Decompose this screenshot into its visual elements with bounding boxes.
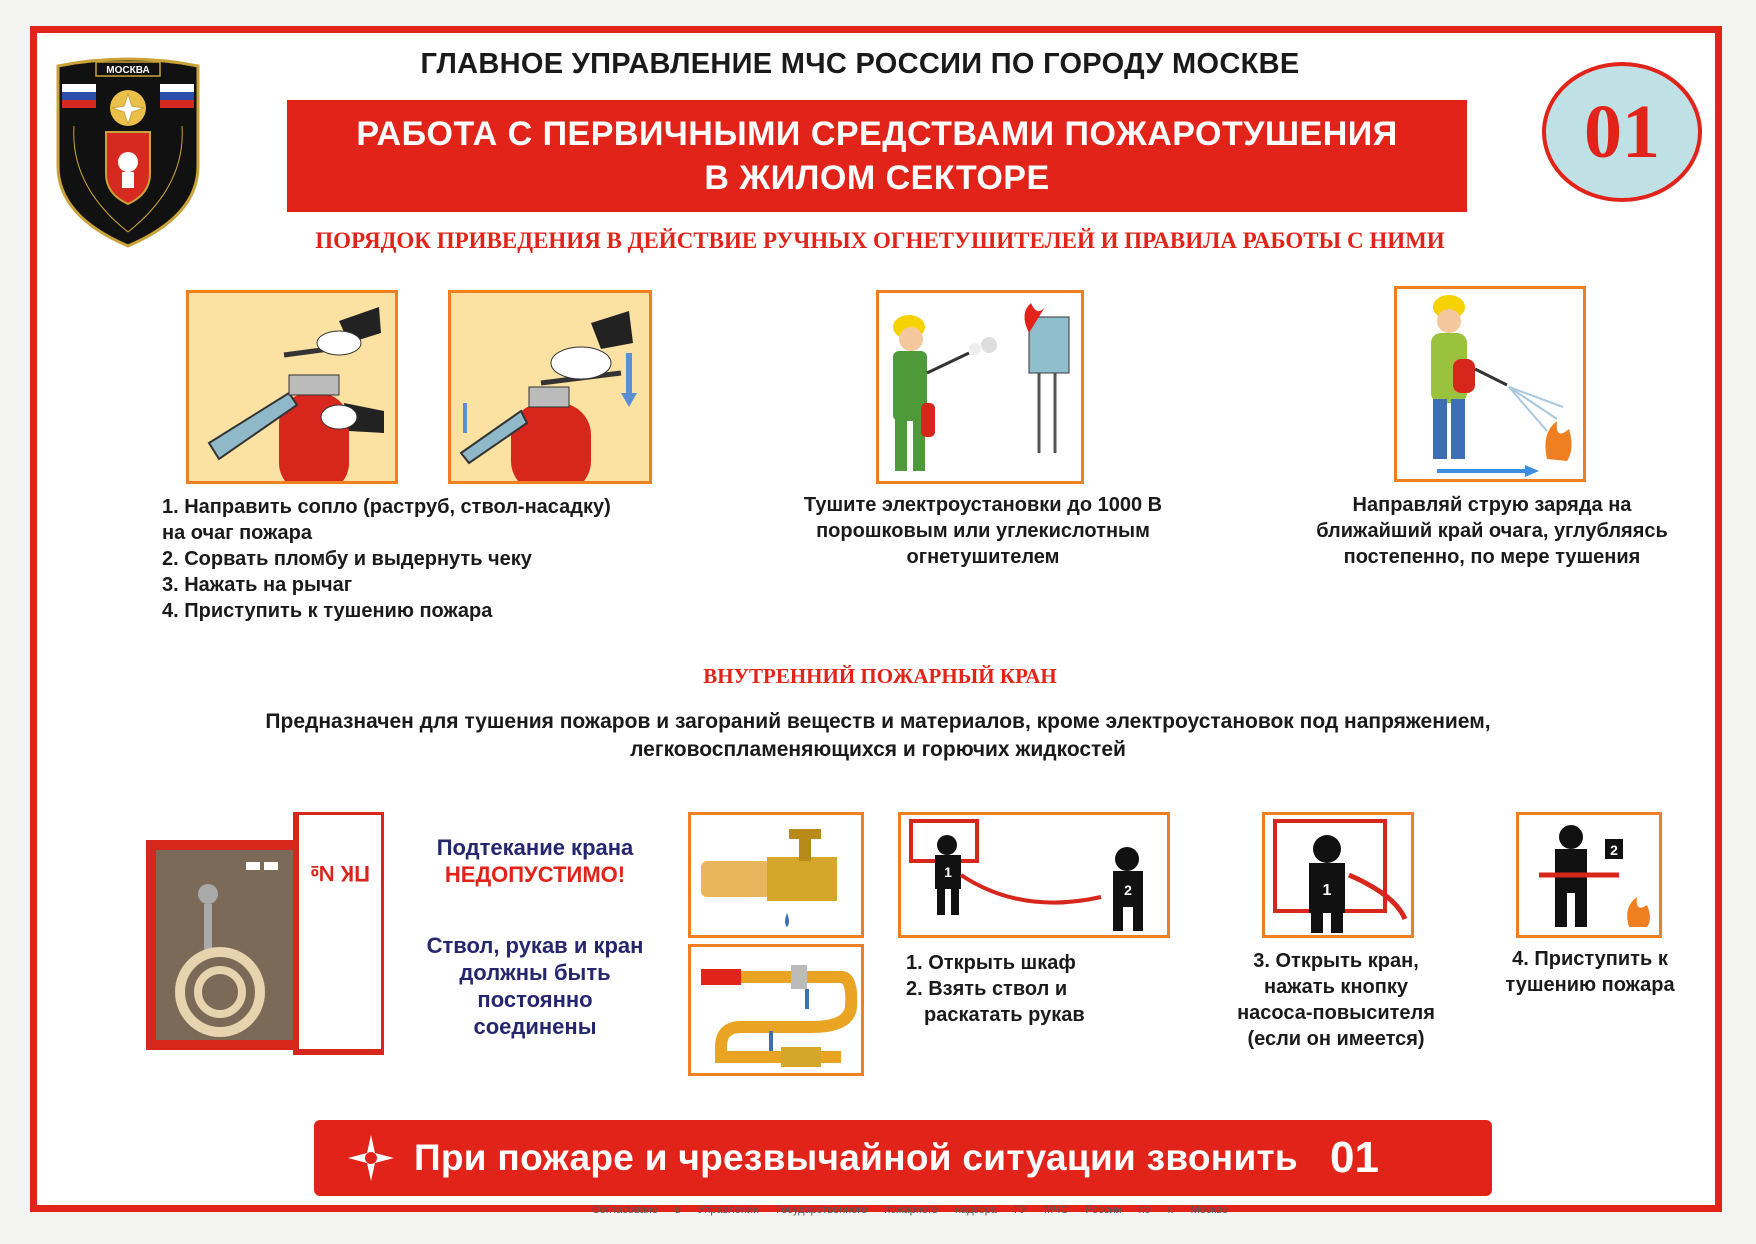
- step-item: 3. Нажать на рычаг: [162, 574, 353, 596]
- emergency-number-badge: 01: [1542, 62, 1702, 202]
- hydrant-step4-caption: [1472, 946, 1708, 998]
- figure-number: 1: [944, 864, 952, 880]
- electrical-fire-illustration: [876, 290, 1084, 484]
- hydrant-step3-caption: [1206, 948, 1466, 1052]
- pull-pin-illustration: [448, 290, 652, 484]
- extinguish-fire-illustration: [1516, 812, 1662, 938]
- leak-warning-line1: Подтекание крана: [436, 835, 634, 860]
- spray-direction-illustration: [1394, 286, 1586, 482]
- caption-line: порошковым или углекислотным: [816, 520, 1150, 542]
- mchs-moscow-emblem: [52, 56, 204, 248]
- extinguisher-section-heading: ПОРЯДОК ПРИВЕДЕНИЯ В ДЕЙСТВИЕ РУЧНЫХ ОГНЕТУШИТЕЛЕЙ И ПРАВИЛА РАБОТЫ С НИМИ: [315, 228, 1445, 253]
- valve-drip-icon: [691, 815, 861, 935]
- hydrant-section-heading: ВНУТРЕННИЙ ПОЖАРНЫЙ КРАН: [703, 664, 1057, 688]
- hose-connection-illustration: [688, 944, 864, 1076]
- emergency-call-bar: [314, 1120, 1492, 1196]
- caption-line: 4. Приступить к: [1512, 948, 1668, 970]
- leak-warning-mark: !: [617, 862, 626, 887]
- organization-title: ГЛАВНОЕ УПРАВЛЕНИЕ МЧС РОССИИ ПО ГОРОДУ МОСКВЕ: [420, 48, 1300, 80]
- leak-warning: [400, 834, 670, 888]
- caption-line: 1. Открыть шкаф: [906, 952, 1076, 974]
- caption-line: огнетушителем: [906, 546, 1060, 568]
- extinguisher-steps-list: [162, 494, 722, 624]
- lever-press-icon: [451, 293, 649, 481]
- step-item: 2. Сорвать пломбу и выдернуть чеку: [162, 548, 532, 570]
- open-cabinet-illustration: [898, 812, 1170, 938]
- caption-line: (если он имеется): [1247, 1028, 1425, 1050]
- open-valve-illustration: [1262, 812, 1414, 938]
- main-title-banner: [287, 100, 1467, 212]
- cabinet-label: ПК №: [310, 861, 370, 886]
- worker-spraying-icon: [1397, 289, 1583, 479]
- leak-warning-line2: НЕДОПУСТИМО: [444, 862, 618, 887]
- approval-note: Согласовано в Управлении Государственного пожарного надзора ГУ МЧС России по г. Москве: [591, 1204, 1229, 1216]
- caption-line: 3. Открыть кран,: [1253, 950, 1419, 972]
- hose-coupling-icon: [691, 947, 861, 1073]
- caption-line: нажать кнопку: [1264, 976, 1408, 998]
- caption-line: Направляй струю заряда на: [1352, 494, 1632, 516]
- rule-line: постоянно: [477, 987, 593, 1012]
- worker-electrical-icon: [879, 293, 1081, 481]
- firefighter-hose-fire-icon: [1519, 815, 1659, 935]
- mchs-star-icon: [346, 1133, 396, 1183]
- step-item: 1. Направить сопло (раструб, ствол-насадку): [162, 496, 611, 518]
- emblem-top-text: МОСКВА: [106, 65, 150, 76]
- hydrant-purpose-text: [150, 708, 1606, 764]
- hand-extinguisher-icon: [189, 293, 395, 481]
- figure-number: 2: [1610, 842, 1618, 858]
- aim-nozzle-illustration: [186, 290, 398, 484]
- emergency-call-text: При пожаре и чрезвычайной ситуации звонить: [414, 1137, 1298, 1178]
- main-title-line1: РАБОТА С ПЕРВИЧНЫМИ СРЕДСТВАМИ ПОЖАРОТУШЕНИЯ: [356, 115, 1398, 153]
- hydrant-cabinet-icon: [146, 812, 384, 1062]
- figure-number: 2: [1124, 882, 1132, 898]
- caption-line: постепенно, по мере тушения: [1343, 546, 1641, 568]
- rule-line: соединены: [473, 1014, 597, 1039]
- purpose-line: Предназначен для тушения пожаров и загораний веществ и материалов, кроме электроустановок под напряжением,: [265, 710, 1491, 733]
- rule-line: должны быть: [459, 960, 611, 985]
- figure-number: 1: [1322, 882, 1332, 899]
- valve-leak-illustration: [688, 812, 864, 938]
- caption-line: тушению пожара: [1505, 974, 1675, 996]
- direction-caption: [1262, 492, 1722, 570]
- hydrant-step1-caption: [906, 950, 1166, 1028]
- electrical-caption: [748, 492, 1218, 570]
- emergency-call-number: 01: [1329, 1133, 1379, 1182]
- caption-line: насоса-повысителя: [1237, 1002, 1435, 1024]
- caption-line: раскатать рукав: [924, 1004, 1085, 1026]
- connection-rule: [400, 932, 670, 1040]
- firefighters-hose-icon: [901, 815, 1167, 935]
- purpose-line: легковоспламеняющихся и горючих жидкостей: [630, 738, 1126, 761]
- caption-line: Тушите электроустановки до 1000 В: [803, 494, 1163, 516]
- step-item: 4. Приступить к тушению пожара: [162, 600, 493, 622]
- caption-line: 2. Взять ствол и: [906, 978, 1068, 1000]
- step-item: на очаг пожара: [162, 522, 313, 544]
- caption-line: ближайший край очага, углубляясь: [1316, 520, 1668, 542]
- firefighter-valve-icon: [1265, 815, 1411, 935]
- main-title-line2: В ЖИЛОМ СЕКТОРЕ: [704, 159, 1050, 197]
- rule-line: Ствол, рукав и кран: [426, 933, 644, 958]
